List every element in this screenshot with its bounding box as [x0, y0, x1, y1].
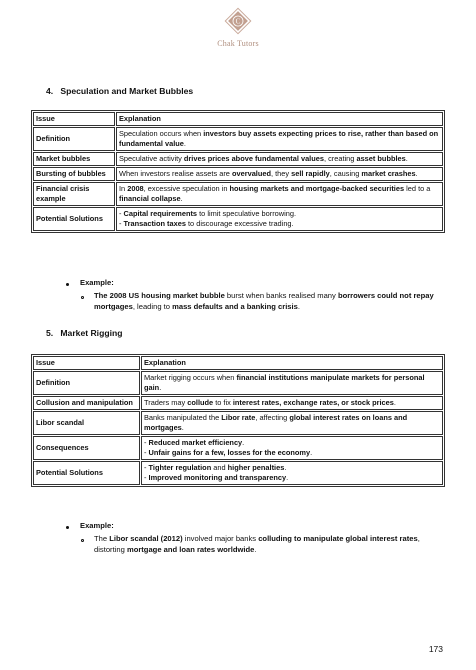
bold-text-run: housing markets and mortgage-backed securities	[229, 184, 405, 193]
text-run: .	[405, 154, 408, 163]
speculation-table	[31, 110, 445, 233]
market-rigging-table	[31, 354, 445, 487]
table-row	[33, 182, 443, 206]
issue-cell: Potential Solutions	[33, 207, 115, 231]
explanation-cell	[116, 152, 443, 166]
text-run: .	[159, 383, 162, 392]
issue-cell: Definition	[33, 371, 140, 395]
text-run: In	[119, 184, 128, 193]
table-row	[33, 152, 443, 166]
text-run: -	[144, 448, 149, 457]
text-run: , affecting	[255, 413, 290, 422]
bold-text-run: mass defaults and a banking crisis	[172, 302, 298, 311]
table-row	[33, 371, 443, 395]
text-run: When investors realise assets are	[119, 169, 232, 178]
section-5-number: 5.	[46, 328, 54, 338]
bold-text-run: Libor rate	[221, 413, 256, 422]
text-run: .	[415, 169, 418, 178]
text-run: .	[393, 398, 396, 407]
bold-text-run: Libor scandal (2012)	[109, 534, 183, 543]
text-run: Speculative activity	[119, 154, 184, 163]
issue-cell: Financial crisis example	[33, 182, 115, 206]
bold-text-run: financial collapse	[119, 194, 181, 203]
text-run: -	[119, 209, 124, 218]
issue-cell: Bursting of bubbles	[33, 167, 115, 181]
issue-cell: Libor scandal	[33, 411, 140, 435]
explanation-cell	[141, 411, 443, 435]
text-run: Speculation occurs when	[119, 129, 204, 138]
text-run: .	[310, 448, 313, 457]
table-row	[33, 127, 443, 151]
section-4-title: Speculation and Market Bubbles	[60, 86, 194, 96]
bold-text-run: mortgage and loan rates worldwide	[126, 545, 255, 554]
bullet-dot	[66, 283, 69, 286]
explanation-cell	[141, 436, 443, 460]
bold-text-run: collude	[187, 398, 214, 407]
section-4-number: 4.	[46, 86, 54, 96]
example-label: Example:	[80, 521, 114, 530]
bold-text-run: Improved monitoring and transparency	[148, 473, 287, 482]
text-run: burst when banks realised many	[224, 291, 338, 300]
text-run: Traders may	[144, 398, 188, 407]
text-run: -	[144, 463, 149, 472]
text-run: -	[144, 473, 149, 482]
bold-text-run: Capital requirements	[123, 209, 198, 218]
table-row	[33, 396, 443, 410]
text-run: -	[144, 438, 149, 447]
issue-cell: Collusion and manipulation	[33, 396, 140, 410]
explanation-cell	[116, 182, 443, 206]
text-run: to discourage excessive trading.	[185, 219, 294, 228]
text-run: .	[180, 194, 183, 203]
text-run: to fix	[213, 398, 233, 407]
sub-bullet-circle	[81, 296, 84, 299]
bold-text-run: Tighter regulation	[148, 463, 212, 472]
section-5-example-text	[94, 533, 444, 555]
table-row	[33, 207, 443, 231]
table-row	[33, 167, 443, 181]
example-label: Example:	[80, 278, 114, 287]
text-run: to limit speculative borrowing.	[197, 209, 297, 218]
explanation-cell	[141, 371, 443, 395]
bold-text-run: 2008	[127, 184, 144, 193]
bold-text-run: colluding to manipulate global interest rates	[258, 534, 418, 543]
text-run: .	[297, 302, 300, 311]
table-header-row	[33, 112, 443, 126]
bullet-dot	[66, 526, 69, 529]
text-run: involved major banks	[182, 534, 259, 543]
col-header-explanation: Explanation	[141, 356, 443, 370]
sub-bullet-circle	[81, 539, 84, 542]
bold-text-run: higher penalties	[227, 463, 285, 472]
section-5-title: Market Rigging	[60, 328, 123, 338]
bold-text-run: interest rates, exchange rates, or stock prices	[232, 398, 394, 407]
explanation-cell	[116, 167, 443, 181]
bold-text-run: asset bubbles	[356, 154, 406, 163]
section-5-heading	[46, 328, 122, 338]
text-run: led to a	[404, 184, 431, 193]
explanation-cell	[116, 127, 443, 151]
brand-name: Chak Tutors	[217, 39, 259, 48]
explanation-cell	[141, 461, 443, 485]
page-number: 173	[428, 644, 443, 654]
col-header-issue: Issue	[33, 112, 115, 126]
table-row	[33, 411, 443, 435]
text-run: -	[119, 219, 124, 228]
bold-text-run: global interest rates on loans and mortgages	[144, 413, 408, 432]
text-run: , causing	[329, 169, 362, 178]
col-header-issue: Issue	[33, 356, 140, 370]
bold-text-run: financial institutions manipulate markets for personal gain	[144, 373, 425, 392]
text-run: .	[284, 463, 287, 472]
table-row	[33, 461, 443, 485]
text-run: , distorting	[94, 534, 420, 554]
bold-text-run: sell rapidly	[291, 169, 330, 178]
text-run: Banks manipulated the	[144, 413, 222, 422]
text-run: and	[211, 463, 228, 472]
logo-letter: C	[235, 17, 241, 26]
brand-logo	[208, 6, 268, 48]
text-run: .	[242, 438, 245, 447]
bold-text-run: market crashes	[361, 169, 416, 178]
issue-cell: Market bubbles	[33, 152, 115, 166]
bold-text-run: Transaction taxes	[123, 219, 186, 228]
text-run: , creating	[323, 154, 357, 163]
text-run: , they	[271, 169, 292, 178]
explanation-cell	[116, 207, 443, 231]
text-run: .	[183, 139, 186, 148]
issue-cell: Definition	[33, 127, 115, 151]
bold-text-run: Reduced market efficiency	[148, 438, 243, 447]
bold-text-run: borrowers could not repay mortgages	[94, 291, 434, 311]
bold-text-run: investors buy assets expecting prices to rise, rather than based on fundamental value	[119, 129, 439, 148]
bold-text-run: drives prices above fundamental values	[183, 154, 324, 163]
issue-cell: Consequences	[33, 436, 140, 460]
text-run: Market rigging occurs when	[144, 373, 237, 382]
table-header-row	[33, 356, 443, 370]
section-4-example-text	[94, 290, 444, 312]
explanation-cell	[141, 396, 443, 410]
text-run: , excessive speculation in	[143, 184, 230, 193]
text-run: .	[181, 423, 184, 432]
text-run: , leading to	[132, 302, 173, 311]
bold-text-run: The 2008 US housing market bubble	[94, 291, 225, 300]
issue-cell: Potential Solutions	[33, 461, 140, 485]
logo-mark	[223, 6, 253, 36]
bold-text-run: Unfair gains for a few, losses for the economy	[148, 448, 311, 457]
text-run: .	[254, 545, 257, 554]
bold-text-run: overvalued	[231, 169, 271, 178]
table-row	[33, 436, 443, 460]
text-run: .	[286, 473, 289, 482]
section-4-heading	[46, 86, 193, 96]
col-header-explanation: Explanation	[116, 112, 443, 126]
text-run: The	[94, 534, 110, 543]
